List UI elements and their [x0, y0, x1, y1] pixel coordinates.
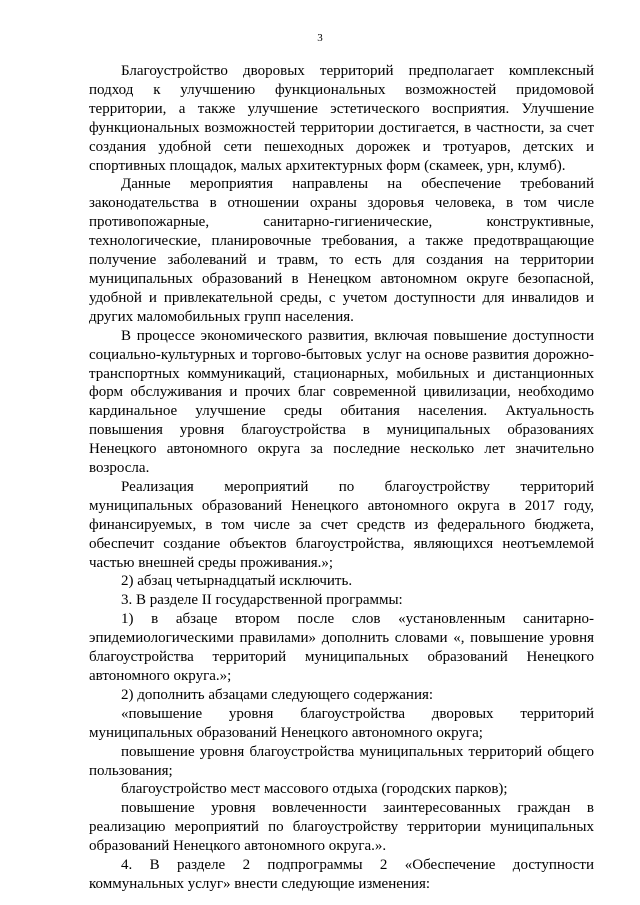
paragraph-item-2-add-paragraphs: 2) дополнить абзацами следующего содержания: — [121, 686, 434, 703]
paragraph-courtyard-improvement: Благоустройство дворовых территорий предполагает комплексный подход к улучшению функциональных возможностей придомовой территории, а также улучшение эстетического восприятия. Улучшение функциональных возможностей территории достигается, в частности, за счет создания удобной сети пешеходных дорожек и тротуаров, детских и спортивных площадок, малых архитектурных форм (скамеек, урн, клумб). — [89, 63, 594, 174]
paragraph-economic-development: В процессе экономического развития, включая повышение доступности социально-культурных и торгово-бытовых услуг на основе развития дорожно-транспортных коммуникаций, стационарных, мобильных и дистанционных форм обслуживания и прочих благ современной цивилизации, необходимо кардинальное улучшение среды обитания населения. Актуальность повышения уровня благоустройства в муниципальных образованиях Ненецкого автономного округа за последние несколько лет значительно возросла. — [89, 327, 594, 477]
paragraph-section-4-subprogram: 4. В разделе 2 подпрограммы 2 «Обеспечение доступности коммунальных услуг» внести следующие изменения: — [89, 857, 594, 892]
paragraph-courtyard-level: «повышение уровня благоустройства дворовых территорий муниципальных образований Ненецкого автономного округа; — [89, 705, 594, 741]
paragraph-parks: благоустройство мест массового отдыха (городских парков); — [121, 781, 508, 798]
paragraph-citizen-involvement: повышение уровня вовлеченности заинтересованных граждан в реализацию мероприятий по благоустройству территории муниципальных образований Ненецкого автономного округа.». — [89, 800, 594, 855]
paragraph-item-1-addition: 1) в абзаце втором после слов «установленным санитарно-эпидемиологическими правилами» дополнить словами «, повышение уровня благоустройства территорий муниципальных образований Ненецкого автономного округа.»; — [89, 611, 594, 684]
paragraph-implementation-2017: Реализация мероприятий по благоустройству территорий муниципальных образований Ненецкого автономного округа в 2017 году, финансируемых, в том числе за счет средств из федерального бюджета, обеспечит создание объектов благоустройства, являющихся неотъемлемой частью внешней среды проживания.»; — [89, 478, 594, 571]
document-body — [89, 62, 594, 894]
paragraph-section-2-heading: 3. В разделе II государственной программы: — [121, 592, 403, 609]
paragraph-public-areas-level: повышение уровня благоустройства муниципальных территорий общего пользования; — [89, 743, 594, 779]
paragraph-health-protection-measures: Данные мероприятия направлены на обеспечение требований законодательства в отношении охраны здоровья человека, в том числе противопожарные, санитарно-гигиенические, конструктивные, технологические, планировочные требования, а также предотвращающие получение заболеваний и травм, то есть для создания на территории муниципальных образований в Ненецком автономном округе безопасной, удобной и привлекательной среды, с учетом доступности для инвалидов и других маломобильных групп населения. — [89, 176, 594, 325]
page-number: 3 — [317, 32, 323, 44]
paragraph-item-2-delete: 2) абзац четырнадцатый исключить. — [121, 573, 353, 590]
